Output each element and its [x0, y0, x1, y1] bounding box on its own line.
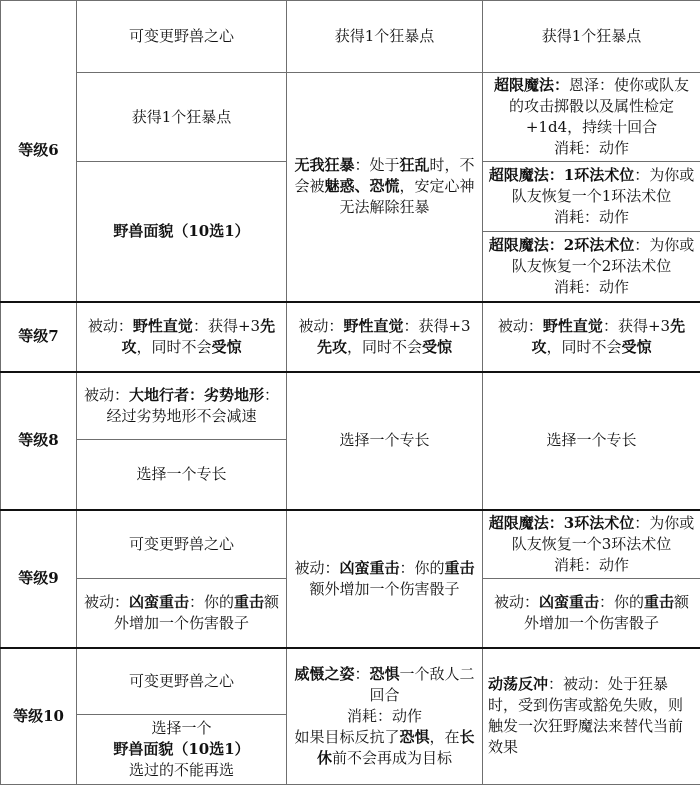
level-7-label: 等级7: [1, 302, 77, 372]
l10-c: 动荡反冲：被动：处于狂暴时，受到伤害或豁免失败，则触发一次狂野魔法来替代当前效果: [483, 648, 700, 784]
l10-a1: 可变更野兽之心: [77, 648, 287, 714]
l9-a2: 被动：凶蛮重击：你的重击额外增加一个伤害骰子: [77, 578, 287, 648]
l6-a3: 野兽面貌（10选1）: [77, 162, 287, 302]
level-10-label: 等级10: [1, 648, 77, 784]
l6-c3: 超限魔法：1环法术位：为你或队友恢复一个1环法术位 消耗：动作: [483, 162, 700, 232]
l9-a1: 可变更野兽之心: [77, 510, 287, 579]
l9-c2: 被动：凶蛮重击：你的重击额外增加一个伤害骰子: [483, 578, 700, 648]
l6-c1: 获得1个狂暴点: [483, 1, 700, 73]
l6-c2: 超限魔法：恩泽：使你或队友的攻击掷骰以及属性检定+1d4，持续十回合 消耗：动作: [483, 73, 700, 162]
level-8-label: 等级8: [1, 372, 77, 510]
l6-a2: 获得1个狂暴点: [77, 73, 287, 162]
l7-a: 被动：野性直觉：获得+3先攻，同时不会受惊: [77, 302, 287, 372]
l7-c: 被动：野性直觉：获得+3先攻，同时不会受惊: [483, 302, 700, 372]
l6-b2: 无我狂暴：处于狂乱时，不会被魅惑、恐慌，安定心神无法解除狂暴: [287, 73, 483, 302]
level-9-label: 等级9: [1, 510, 77, 649]
l8-a2: 选择一个专长: [77, 440, 287, 510]
l6-c4: 超限魔法：2环法术位：为你或队友恢复一个2环法术位 消耗：动作: [483, 232, 700, 302]
l6-b1: 获得1个狂暴点: [287, 1, 483, 73]
l9-b: 被动：凶蛮重击：你的重击额外增加一个伤害骰子: [287, 510, 483, 649]
level-6-label: 等级6: [1, 1, 77, 302]
l9-c1: 超限魔法：3环法术位：为你或队友恢复一个3环法术位 消耗：动作: [483, 510, 700, 579]
l6-a1: 可变更野兽之心: [77, 1, 287, 73]
l8-c: 选择一个专长: [483, 372, 700, 510]
l10-a2: 选择一个 野兽面貌（10选1） 选过的不能再选: [77, 714, 287, 784]
l8-a1: 被动：大地行者：劣势地形：经过劣势地形不会减速: [77, 372, 287, 440]
l10-b: 威慑之姿：恐惧一个敌人二回合 消耗：动作 如果目标反抗了恐惧，在长休前不会再成为目标: [287, 648, 483, 784]
l8-b: 选择一个专长: [287, 372, 483, 510]
l7-b: 被动：野性直觉：获得+3先攻，同时不会受惊: [287, 302, 483, 372]
